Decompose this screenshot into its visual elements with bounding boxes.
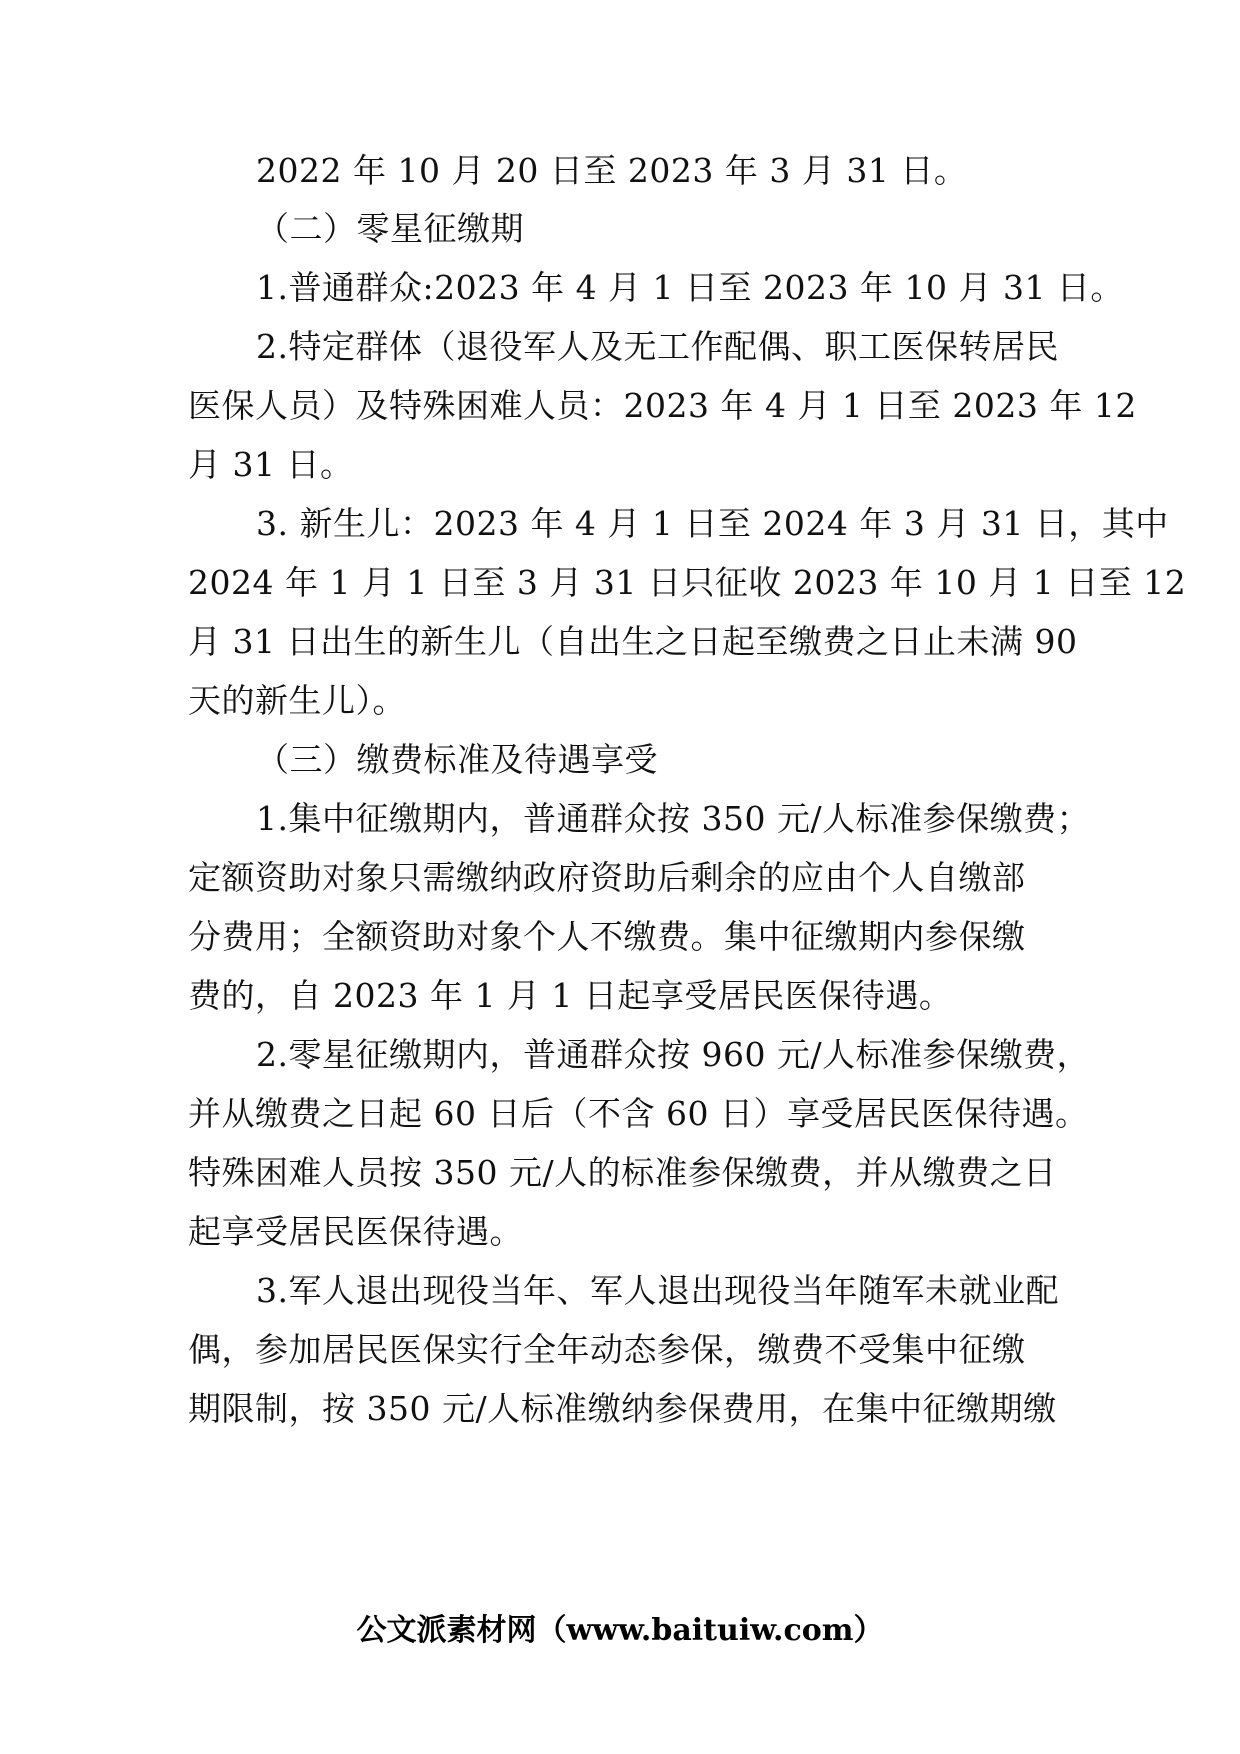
- text-line: 3. 新生儿：2023 年 4 月 1 日至 2024 年 3 月 31 日，其中: [256, 504, 1169, 543]
- text-line: 起享受居民医保待遇。: [188, 1212, 523, 1251]
- text-line: 1.普通群众:2023 年 4 月 1 日至 2023 年 10 月 31 日。: [256, 268, 1124, 307]
- text-line: 偶，参加居民医保实行全年动态参保，缴费不受集中征缴: [188, 1330, 1026, 1369]
- text-line: 3.军人退出现役当年、军人退出现役当年随军未就业配: [256, 1271, 1059, 1310]
- footer-watermark: 公文派素材网（www.baituiw.com）: [356, 1613, 884, 1648]
- text-line: 天的新生儿）。: [188, 681, 406, 720]
- section-heading: （二）零星征缴期: [256, 209, 524, 248]
- text-line: 分费用；全额资助对象个人不缴费。集中征缴期内参保缴: [188, 917, 1026, 956]
- text-line: 定额资助对象只需缴纳政府资助后剩余的应由个人自缴部: [188, 858, 1026, 897]
- text-line: 期限制，按 350 元/人标准缴纳参保费用，在集中征缴期缴: [188, 1389, 1057, 1428]
- text-line: 2024 年 1 月 1 日至 3 月 31 日只征收 2023 年 10 月 1 日至 12: [188, 563, 1187, 602]
- text-line: 特殊困难人员按 350 元/人的标准参保缴费，并从缴费之日: [188, 1153, 1057, 1192]
- text-line: 2.特定群体（退役军人及无工作配偶、职工医保转居民: [256, 327, 1059, 366]
- text-line: 1.集中征缴期内，普通群众按 350 元/人标准参保缴费；: [256, 799, 1091, 838]
- text-line: 月 31 日。: [188, 445, 354, 484]
- text-line: 月 31 日出生的新生儿（自出生之日起至缴费之日止未满 90: [188, 622, 1078, 661]
- section-heading: （三）缴费标准及待遇享受: [256, 740, 658, 779]
- text-line: 2.零星征缴期内，普通群众按 960 元/人标准参保缴费，: [256, 1035, 1091, 1074]
- text-line: 医保人员）及特殊困难人员：2023 年 4 月 1 日至 2023 年 12: [188, 386, 1137, 425]
- text-line: 费的，自 2023 年 1 月 1 日起享受居民医保待遇。: [188, 976, 953, 1015]
- text-line: 并从缴费之日起 60 日后（不含 60 日）享受居民医保待遇。: [188, 1094, 1089, 1133]
- text-line: 2022 年 10 月 20 日至 2023 年 3 月 31 日。: [256, 151, 968, 190]
